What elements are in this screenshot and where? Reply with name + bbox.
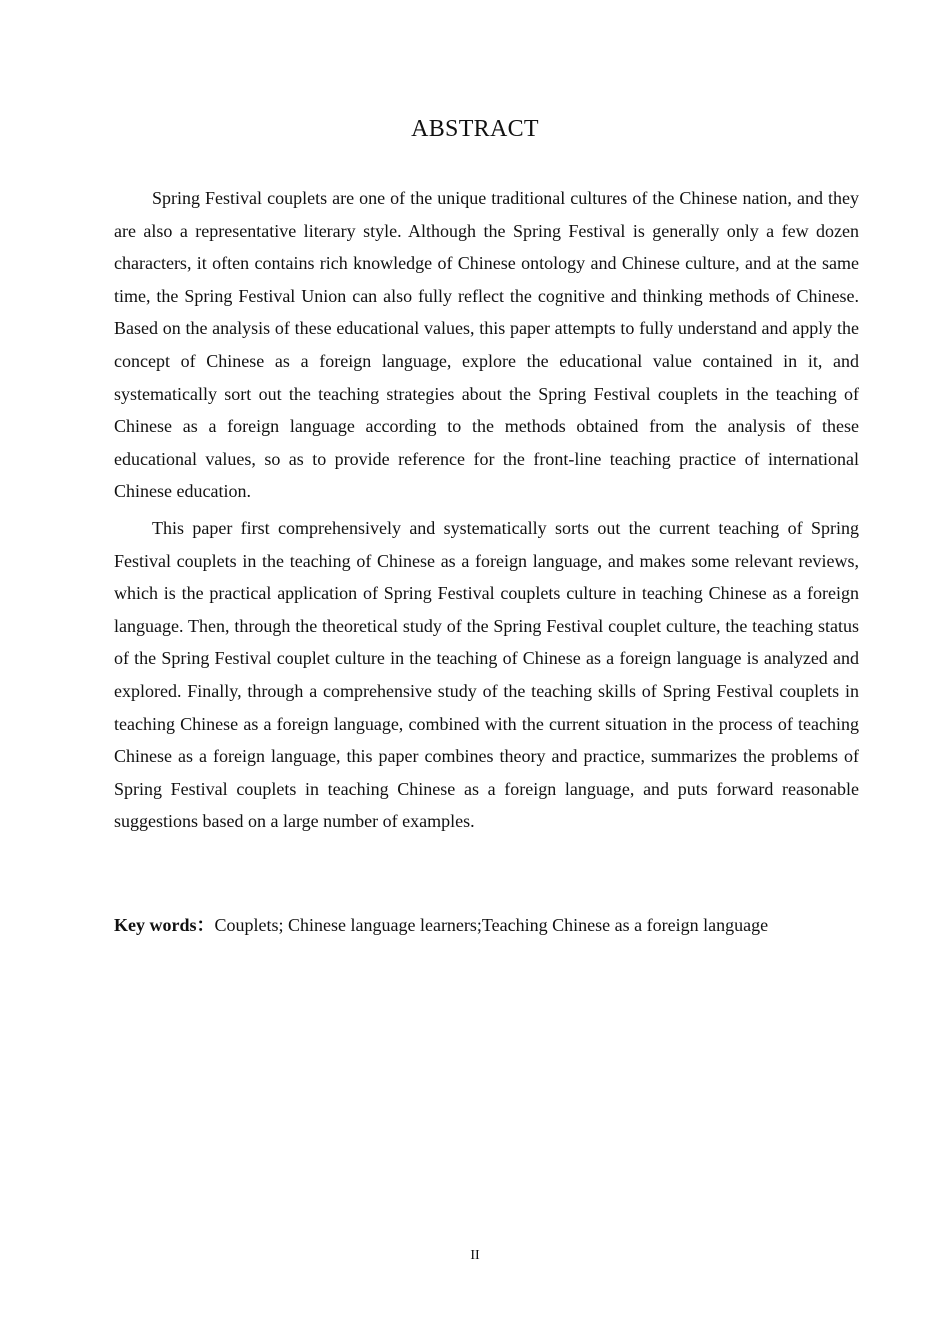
keywords-line [114, 911, 859, 939]
abstract-title: ABSTRACT [411, 116, 539, 142]
abstract-body [114, 182, 859, 842]
keywords-label: Key words： [114, 915, 215, 935]
abstract-paragraph-1: Spring Festival couplets are one of the unique traditional cultures of the Chinese nation, and they are also a representative literary style. Although the Spring Festival is generally only a few dozen characters, it often contains rich knowledge of Chinese ontology and Chinese culture, and at the same time, the Spring Festival Union can also fully reflect the cognitive and thinking methods of Chinese. Based on the analysis of these educational values, this paper attempts to fully understand and apply the concept of Chinese as a foreign language, explore the educational value contained in it, and systematically sort out the teaching strategies about the Spring Festival couplets in the teaching of Chinese as a foreign language according to the methods obtained from the analysis of these educational values, so as to provide reference for the front-line teaching practice of international Chinese education. [114, 188, 859, 502]
keywords-text: Couplets; Chinese language learners;Teaching Chinese as a foreign language [214, 915, 769, 935]
abstract-paragraph-2: This paper first comprehensively and systematically sorts out the current teaching of Spring Festival couplets in the teaching of Chinese as a foreign language, and makes some relevant reviews, which is the practical application of Spring Festival couplets culture in teaching Chinese as a foreign language. Then, through the theoretical study of the Spring Festival couplet culture, the teaching status of the Spring Festival couplet culture in the teaching of Chinese as a foreign language is analyzed and explored. Finally, through a comprehensive study of the teaching skills of Spring Festival couplets in teaching Chinese as a foreign language, combined with the current situation in the process of teaching Chinese as a foreign language, this paper combines theory and practice, summarizes the problems of Spring Festival couplets in teaching Chinese as a foreign language, and puts forward reasonable suggestions based on a large number of examples. [114, 517, 859, 832]
page-number: II [470, 1248, 480, 1263]
